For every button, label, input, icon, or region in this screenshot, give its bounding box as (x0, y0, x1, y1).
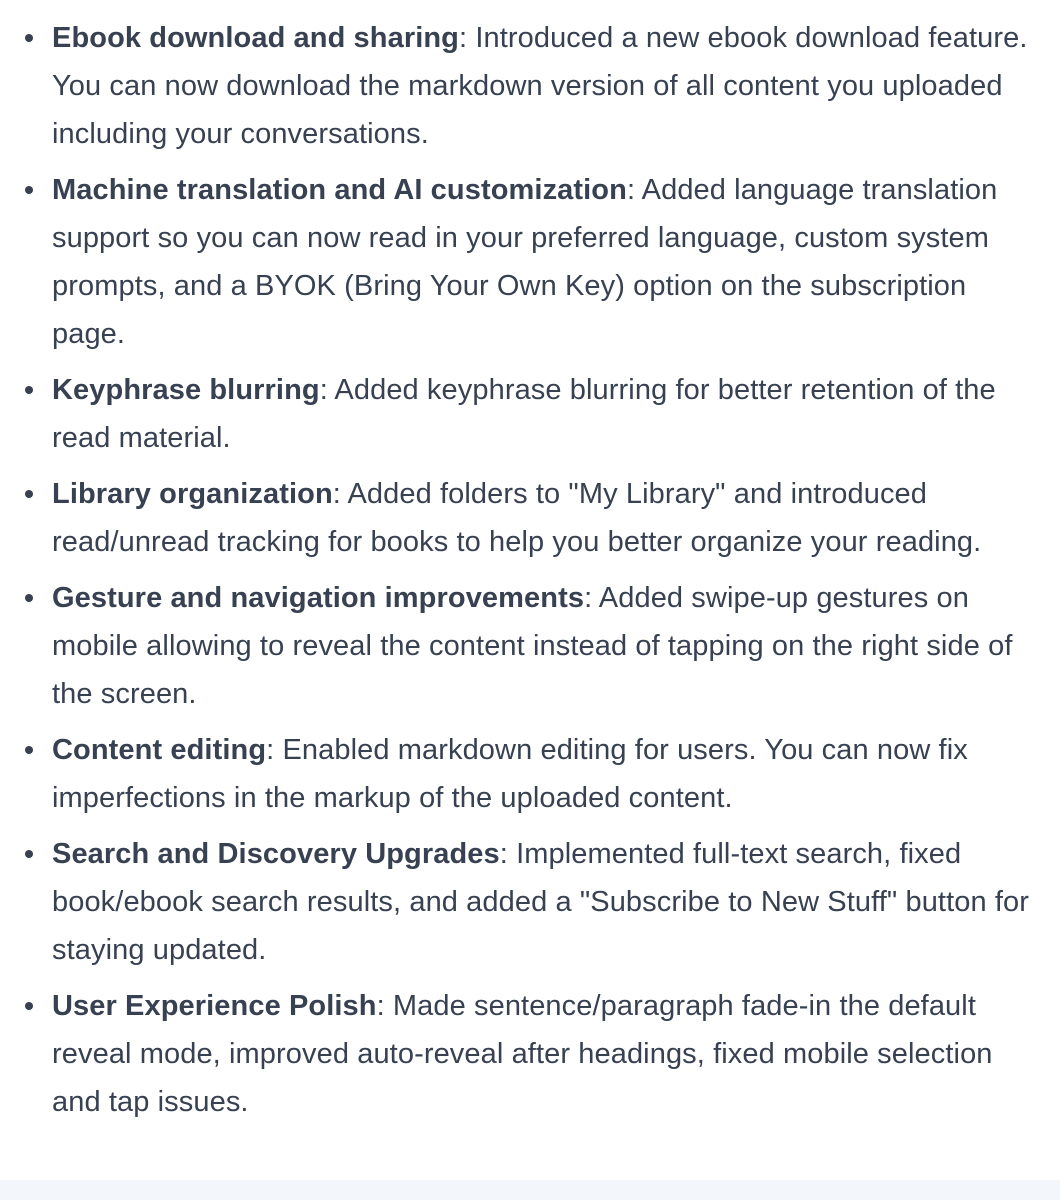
feature-description: : Added language translation support so you can now read in your preferred language, custom system prompts, and a BYOK (Bring Your Own Key) option on the subscription page. (52, 174, 998, 350)
list-item (0, 982, 1060, 1126)
feature-description: : Implemented full-text search, fixed book/ebook search results, and added a "Subscribe to New Stuff" button for staying updated. (52, 838, 1029, 966)
feature-title: Gesture and navigation improvements (52, 582, 585, 614)
bottom-band (0, 1180, 1060, 1200)
bullet-icon (25, 850, 33, 858)
feature-title: Search and Discovery Upgrades (52, 838, 500, 870)
bullet-icon (25, 746, 33, 754)
list-item (0, 830, 1060, 974)
feature-description: : Enabled markdown editing for users. You can now fix imperfections in the markup of the uploaded content. (52, 734, 968, 814)
feature-title: Machine translation and AI customization (52, 174, 627, 206)
feature-list (0, 14, 1060, 1126)
list-item (0, 470, 1060, 566)
bullet-icon (25, 34, 33, 42)
bullet-icon (25, 386, 33, 394)
feature-title: Ebook download and sharing (52, 22, 459, 54)
feature-description: : Introduced a new ebook download feature. You can now download the markdown version of all content you uploaded including your conversations. (52, 22, 1028, 150)
bullet-icon (25, 1002, 33, 1010)
list-item (0, 574, 1060, 718)
feature-description: : Made sentence/paragraph fade-in the default reveal mode, improved auto-reveal after headings, fixed mobile selection and tap issues. (52, 990, 993, 1118)
list-item (0, 166, 1060, 358)
feature-description: : Added swipe-up gestures on mobile allowing to reveal the content instead of tapping on the right side of the screen. (52, 582, 1013, 710)
bullet-icon (25, 490, 33, 498)
list-item (0, 14, 1060, 158)
feature-description: : Added keyphrase blurring for better retention of the read material. (52, 374, 996, 454)
list-item (0, 366, 1060, 462)
feature-title: User Experience Polish (52, 990, 377, 1022)
list-item (0, 726, 1060, 822)
feature-title: Content editing (52, 734, 267, 766)
bullet-icon (25, 186, 33, 194)
feature-description: : Added folders to "My Library" and introduced read/unread tracking for books to help you better organize your reading. (52, 478, 982, 558)
feature-title: Keyphrase blurring (52, 374, 320, 406)
bullet-icon (25, 594, 33, 602)
feature-title: Library organization (52, 478, 333, 510)
